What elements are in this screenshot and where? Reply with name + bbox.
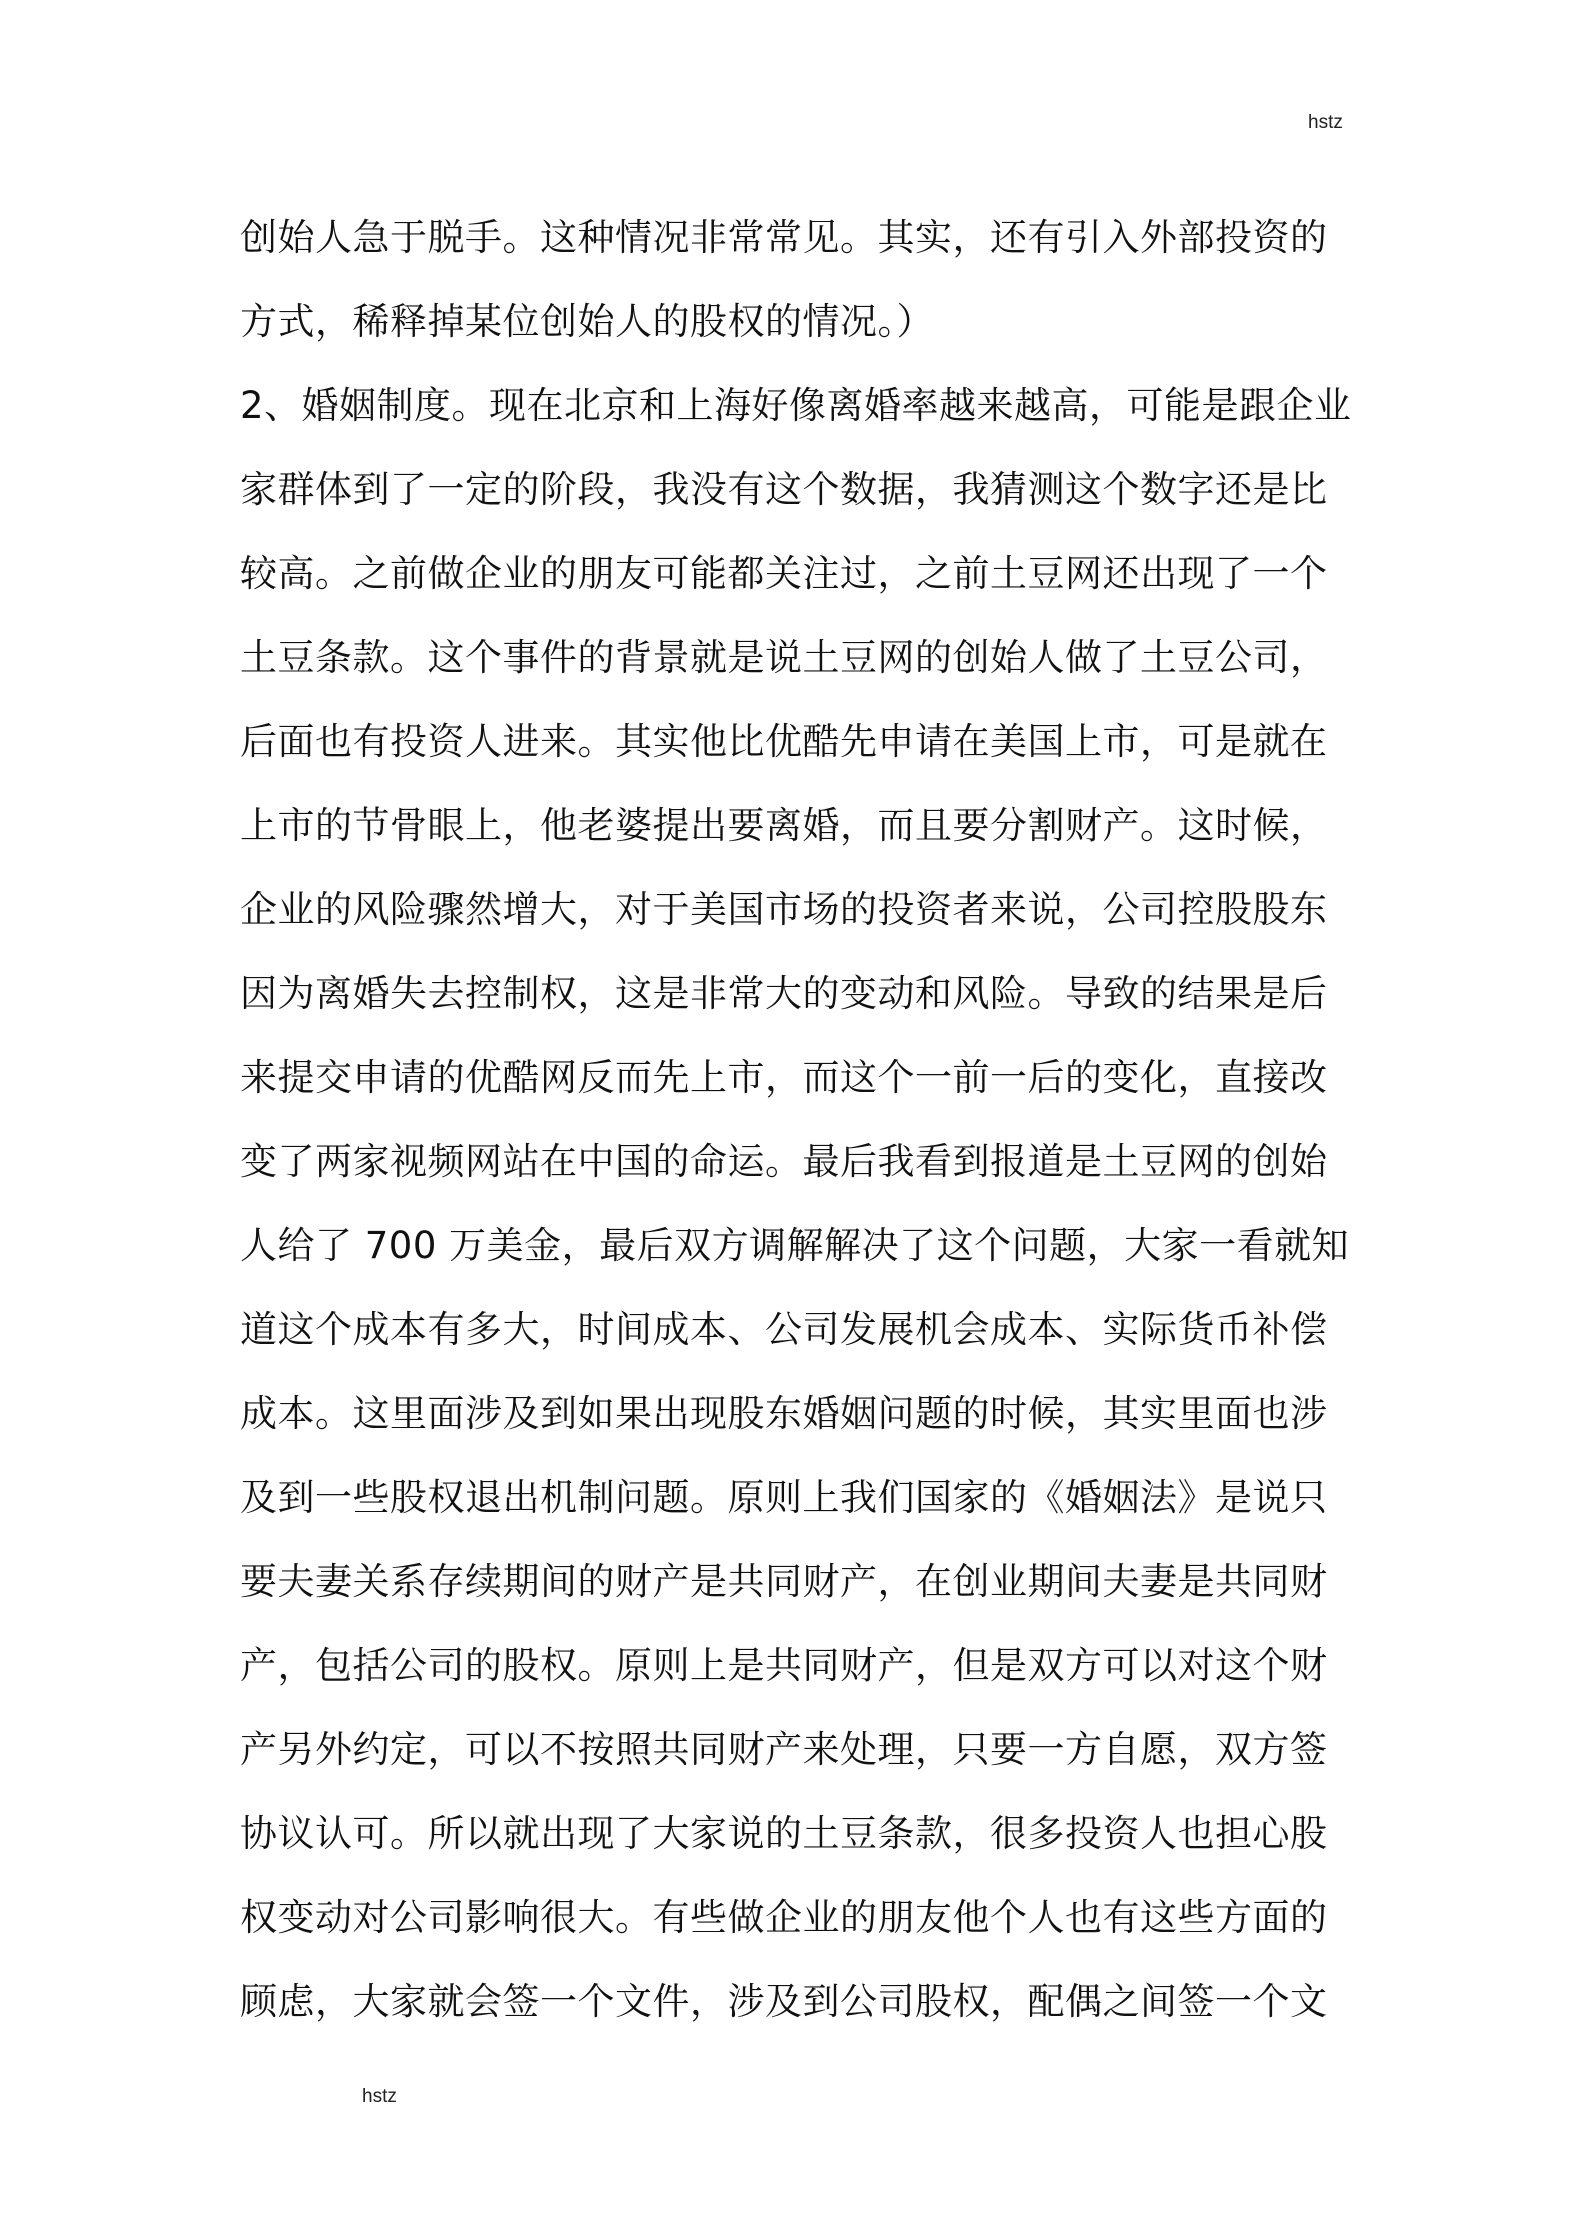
text-line: 企业的风险骤然增大，对于美国市场的投资者来说，公司控股股东 (240, 888, 1328, 931)
text-line: 土豆条款。这个事件的背景就是说土豆网的创始人做了土豆公司， (240, 636, 1328, 679)
text-line: 产，包括公司的股权。原则上是共同财产，但是双方可以对这个财 (240, 1644, 1328, 1687)
text-line: 方式，稀释掉某位创始人的股权的情况。） (240, 300, 934, 343)
text-line: 创始人急于脱手。这种情况非常常见。其实，还有引入外部投资的 (240, 216, 1328, 259)
text-line: 道这个成本有多大，时间成本、公司发展机会成本、实际货币补偿 (240, 1308, 1328, 1351)
text-line: 权变动对公司影响很大。有些做企业的朋友他个人也有这些方面的 (240, 1896, 1328, 1939)
text-line: 顾虑，大家就会签一个文件，涉及到公司股权，配偶之间签一个文 (240, 1980, 1328, 2023)
text-line: 协议认可。所以就出现了大家说的土豆条款，很多投资人也担心股 (240, 1812, 1328, 1855)
text-line: 家群体到了一定的阶段，我没有这个数据，我猜测这个数字还是比 (240, 468, 1328, 511)
text-line: 上市的节骨眼上，他老婆提出要离婚，而且要分割财产。这时候， (240, 804, 1328, 847)
text-line: 因为离婚失去控制权，这是非常大的变动和风险。导致的结果是后 (240, 972, 1328, 1015)
text-line: 成本。这里面涉及到如果出现股东婚姻问题的时候，其实里面也涉 (240, 1392, 1328, 1435)
text-line: 来提交申请的优酷网反而先上市，而这个一前一后的变化，直接改 (240, 1056, 1328, 1099)
text-line: 变了两家视频网站在中国的命运。最后我看到报道是土豆网的创始 (240, 1140, 1328, 1183)
text-line: 后面也有投资人进来。其实他比优酷先申请在美国上市，可是就在 (240, 720, 1328, 763)
text-line: 2、婚姻制度。现在北京和上海好像离婚率越来越高，可能是跟企业 (240, 384, 1352, 427)
footer-watermark: hstz (362, 2086, 397, 2107)
text-line: 及到一些股权退出机制问题。原则上我们国家的《婚姻法》是说只 (240, 1476, 1328, 1519)
text-line: 要夫妻关系存续期间的财产是共同财产，在创业期间夫妻是共同财 (240, 1560, 1328, 1603)
text-line: 人给了 700 万美金，最后双方调解解决了这个问题，大家一看就知 (240, 1224, 1350, 1267)
header-watermark: hstz (1308, 112, 1343, 133)
text-line: 产另外约定，可以不按照共同财产来处理，只要一方自愿，双方签 (240, 1728, 1328, 1771)
body-text (240, 196, 1350, 2044)
text-line: 较高。之前做企业的朋友可能都关注过，之前土豆网还出现了一个 (240, 552, 1328, 595)
